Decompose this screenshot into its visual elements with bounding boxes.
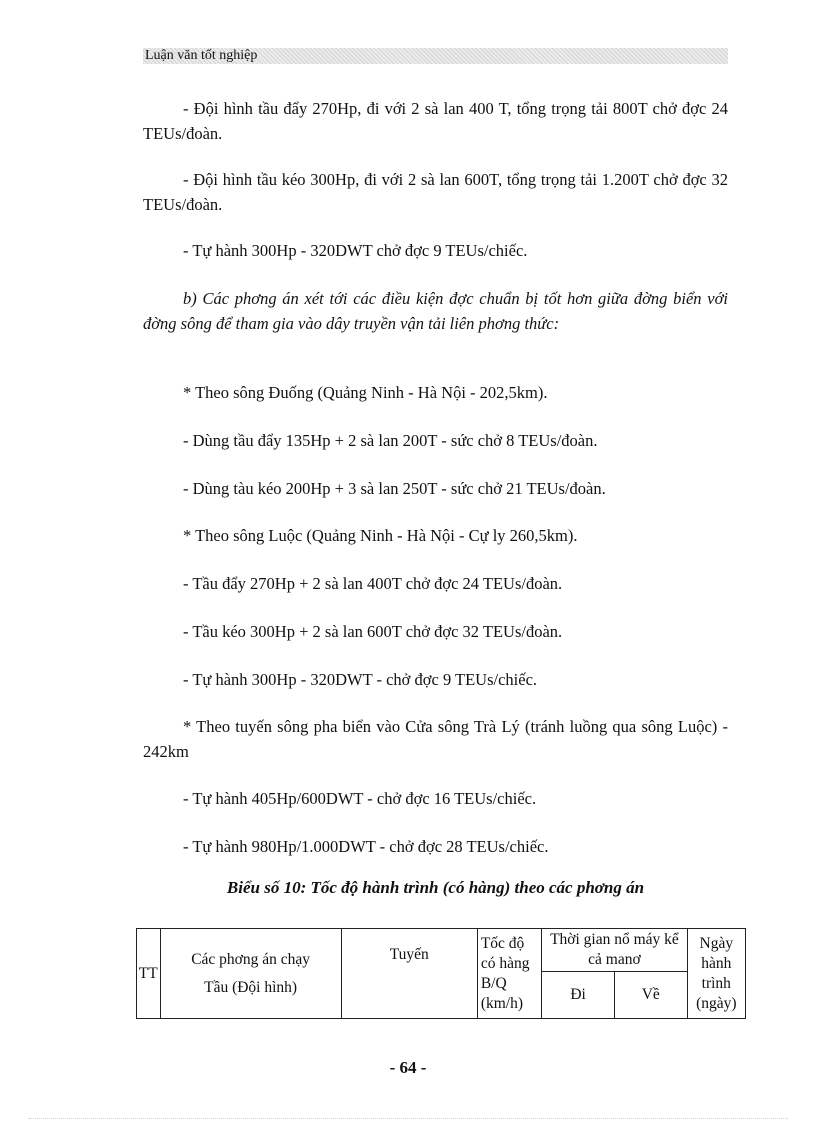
speed-table — [136, 928, 746, 1019]
header-thoi-gian: Thời gian nổ máy kể cả manơ — [542, 929, 687, 972]
header-phuong-an-line2: Tầu (Đội hình) — [204, 978, 298, 996]
paragraph: - Tự hành 300Hp - 320DWT - chở đợc 9 TEUs/chiếc. — [183, 670, 538, 689]
header-tt: TT — [137, 929, 161, 1019]
header-tuyen: Tuyến — [341, 929, 477, 1019]
paragraph: * Theo sông Đuống (Quảng Ninh - Hà Nội - 202,5km). — [183, 383, 548, 402]
paragraph: - Tự hành 405Hp/600DWT - chở đợc 16 TEUs/chiếc. — [183, 789, 537, 808]
header-ve: Về — [614, 972, 687, 1019]
paragraph: - Tự hành 980Hp/1.000DWT - chở đợc 28 TEUs/chiếc. — [183, 837, 549, 856]
paragraph: - Tầu kéo 300Hp + 2 sà lan 600T chở đợc 32 TEUs/đoàn. — [183, 622, 563, 641]
header-phuong-an — [160, 929, 341, 1019]
running-header: Luận văn tốt nghiệp — [143, 48, 728, 64]
paragraph: - Dùng tầu đẩy 135Hp + 2 sà lan 200T - sức chở 8 TEUs/đoàn. — [183, 431, 598, 450]
paragraph: - Tầu đẩy 270Hp + 2 sà lan 400T chở đợc 24 TEUs/đoàn. — [183, 574, 563, 593]
paragraph: b) Các phơng án xét tới các điều kiện đợc chuẩn bị tốt hơn giữa đờng biển với đờng sông để tham gia vào dây truyền vận tải liên phơng thức: — [143, 289, 728, 333]
bottom-divider — [28, 1118, 788, 1119]
paragraph: * Theo tuyến sông pha biển vào Cửa sông Trà Lý (tránh luồng qua sông Luộc) - 242km — [143, 717, 728, 761]
paragraph: - Đội hình tầu đẩy 270Hp, đi với 2 sà lan 400 T, tổng trọng tải 800T chở đợc 24 TEUs/đoàn. — [143, 99, 728, 143]
header-ngay-hanh-trinh: Ngày hành trình (ngày) — [687, 929, 745, 1019]
header-phuong-an-line1: Các phơng án chạy — [191, 950, 311, 968]
header-di: Đi — [542, 972, 615, 1019]
paragraph: - Đội hình tầu kéo 300Hp, đi với 2 sà lan 600T, tổng trọng tải 1.200T chở đợc 32 TEUs/đoàn. — [143, 170, 728, 214]
page-number: - 64 - — [389, 1058, 427, 1077]
header-toc-do: Tốc độ có hàng B/Q (km/h) — [477, 929, 541, 1019]
table-caption: Biểu số 10: Tốc độ hành trình (có hàng) theo các phơng án — [226, 878, 645, 897]
paragraph: * Theo sông Luộc (Quảng Ninh - Hà Nội - Cự ly 260,5km). — [183, 526, 578, 545]
paragraph: - Dùng tàu kéo 200Hp + 3 sà lan 250T - sức chở 21 TEUs/đoàn. — [183, 479, 606, 498]
paragraph: - Tự hành 300Hp - 320DWT chở đợc 9 TEUs/chiếc. — [183, 241, 528, 260]
